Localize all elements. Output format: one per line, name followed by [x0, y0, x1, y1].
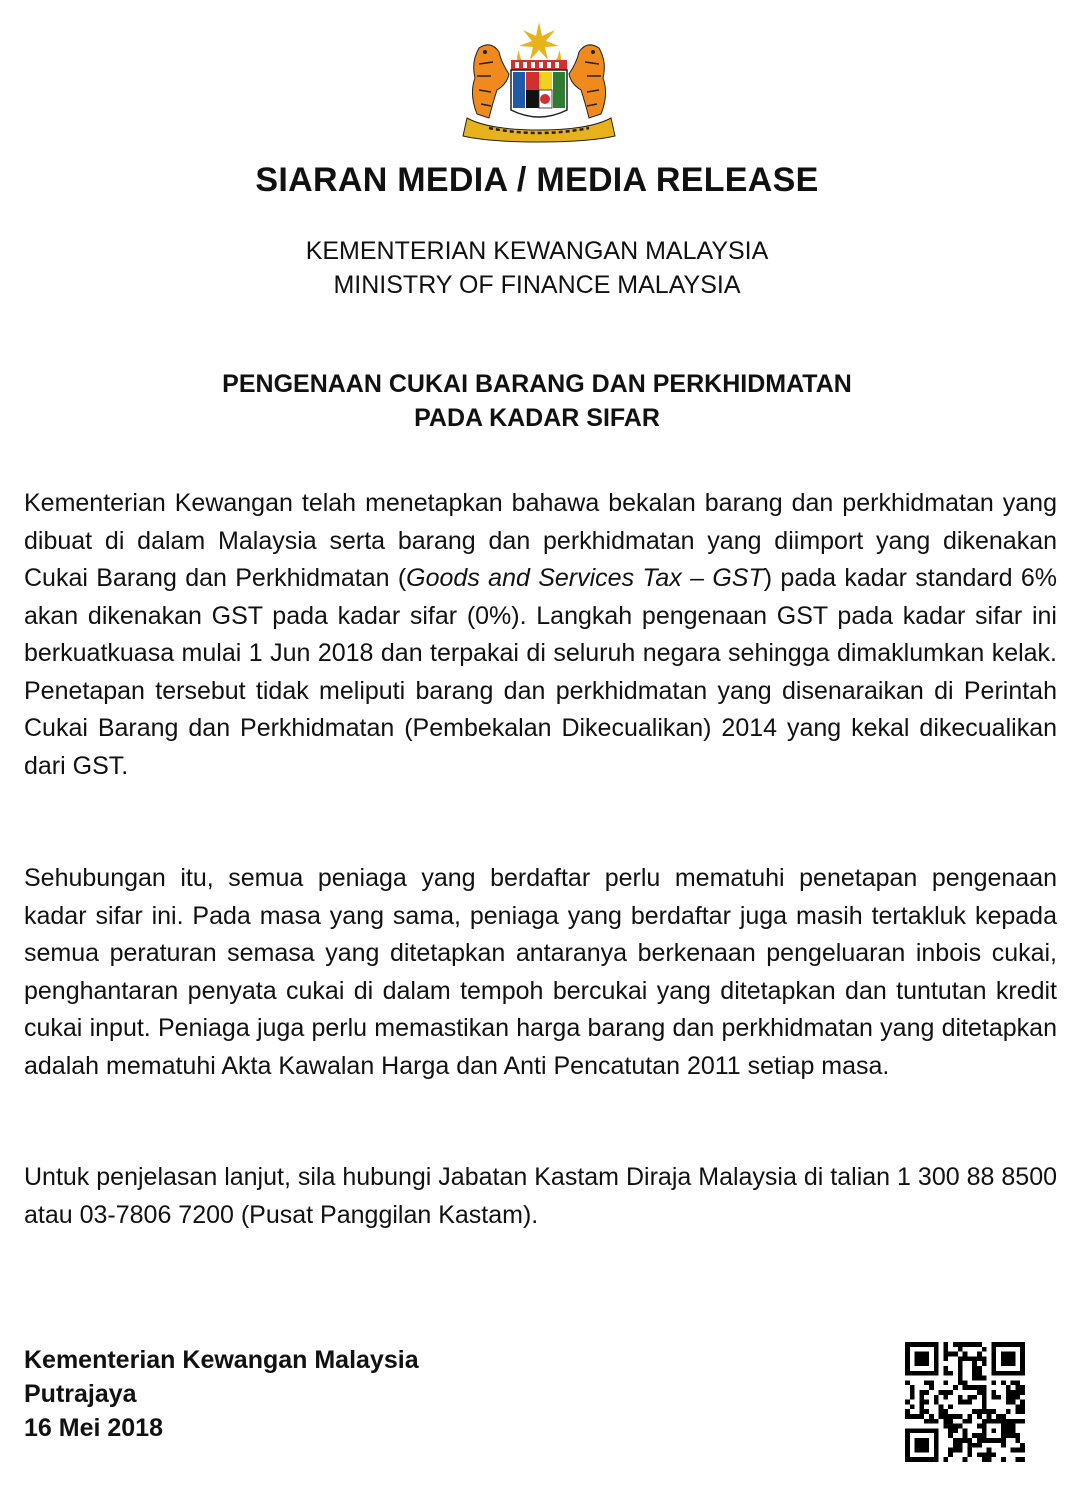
ministry-name-english: MINISTRY OF FINANCE MALAYSIA [333, 271, 741, 299]
gst-italic-term: Goods and Services Tax – GST [406, 564, 764, 592]
coat-of-arms-icon [449, 18, 629, 143]
signature-place: Putrajaya [24, 1380, 137, 1408]
headline [0, 367, 1074, 435]
paragraph-1 [24, 485, 1057, 785]
ministry-name [0, 234, 1074, 302]
paragraph-1-end: ) pada kadar standard 6% akan dikenakan GST pada kadar sifar (0%). Langkah pengenaan GST pada kadar sifar ini berkuatkuasa mulai 1 Jun 2018 dan terpakai di seluruh negara sehingga dimaklumkan kelak. Penetapan tersebut tidak meliputi barang dan perkhidmatan yang disenaraikan di Perintah Cukai Barang dan Perkhidmatan (Pembekalan Dikecualikan) 2014 yang kekal dikecualikan dari GST. [24, 564, 1058, 780]
paragraph-2: Sehubungan itu, semua peniaga yang berdaftar perlu mematuhi penetapan pengenaan kadar sifar ini. Pada masa yang sama, peniaga yang berdaftar juga masih tertakluk kepada semua peraturan semasa yang ditetapkan antaranya berkenaan pengeluaran inbois cukai, penghantaran penyata cukai di dalam tempoh bercukai yang ditetapkan dan tuntutan kredit cukai input. Peniaga juga perlu memastikan harga barang dan perkhidmatan yang ditetapkan adalah mematuhi Akta Kawalan Harga dan Anti Pencatutan 2011 setiap masa. [24, 864, 1057, 1080]
signature-block [24, 1343, 419, 1445]
ministry-name-malay: KEMENTERIAN KEWANGAN MALAYSIA [305, 237, 769, 265]
headline-line-1: PENGENAAN CUKAI BARANG DAN PERKHIDMATAN [222, 370, 852, 398]
qr-code-icon [905, 1342, 1025, 1462]
signature-date: 16 Mei 2018 [24, 1414, 163, 1442]
release-title: SIARAN MEDIA / MEDIA RELEASE [255, 161, 819, 199]
paragraph-1-start: Kementerian Kewangan telah menetapkan bahawa bekalan barang dan perkhidmatan yang dibuat di dalam Malaysia serta barang dan perkhidmatan yang diimport yang dikenakan Cukai Barang dan Perkhidmatan ( [24, 489, 1057, 592]
headline-line-2: PADA KADAR SIFAR [414, 404, 660, 432]
paragraph-3: Untuk penjelasan lanjut, sila hubungi Jabatan Kastam Diraja Malaysia di talian 1 300 88 8500 atau 03-7806 7200 (Pusat Panggilan Kastam). [24, 1163, 1057, 1229]
signature-organization: Kementerian Kewangan Malaysia [24, 1346, 419, 1374]
